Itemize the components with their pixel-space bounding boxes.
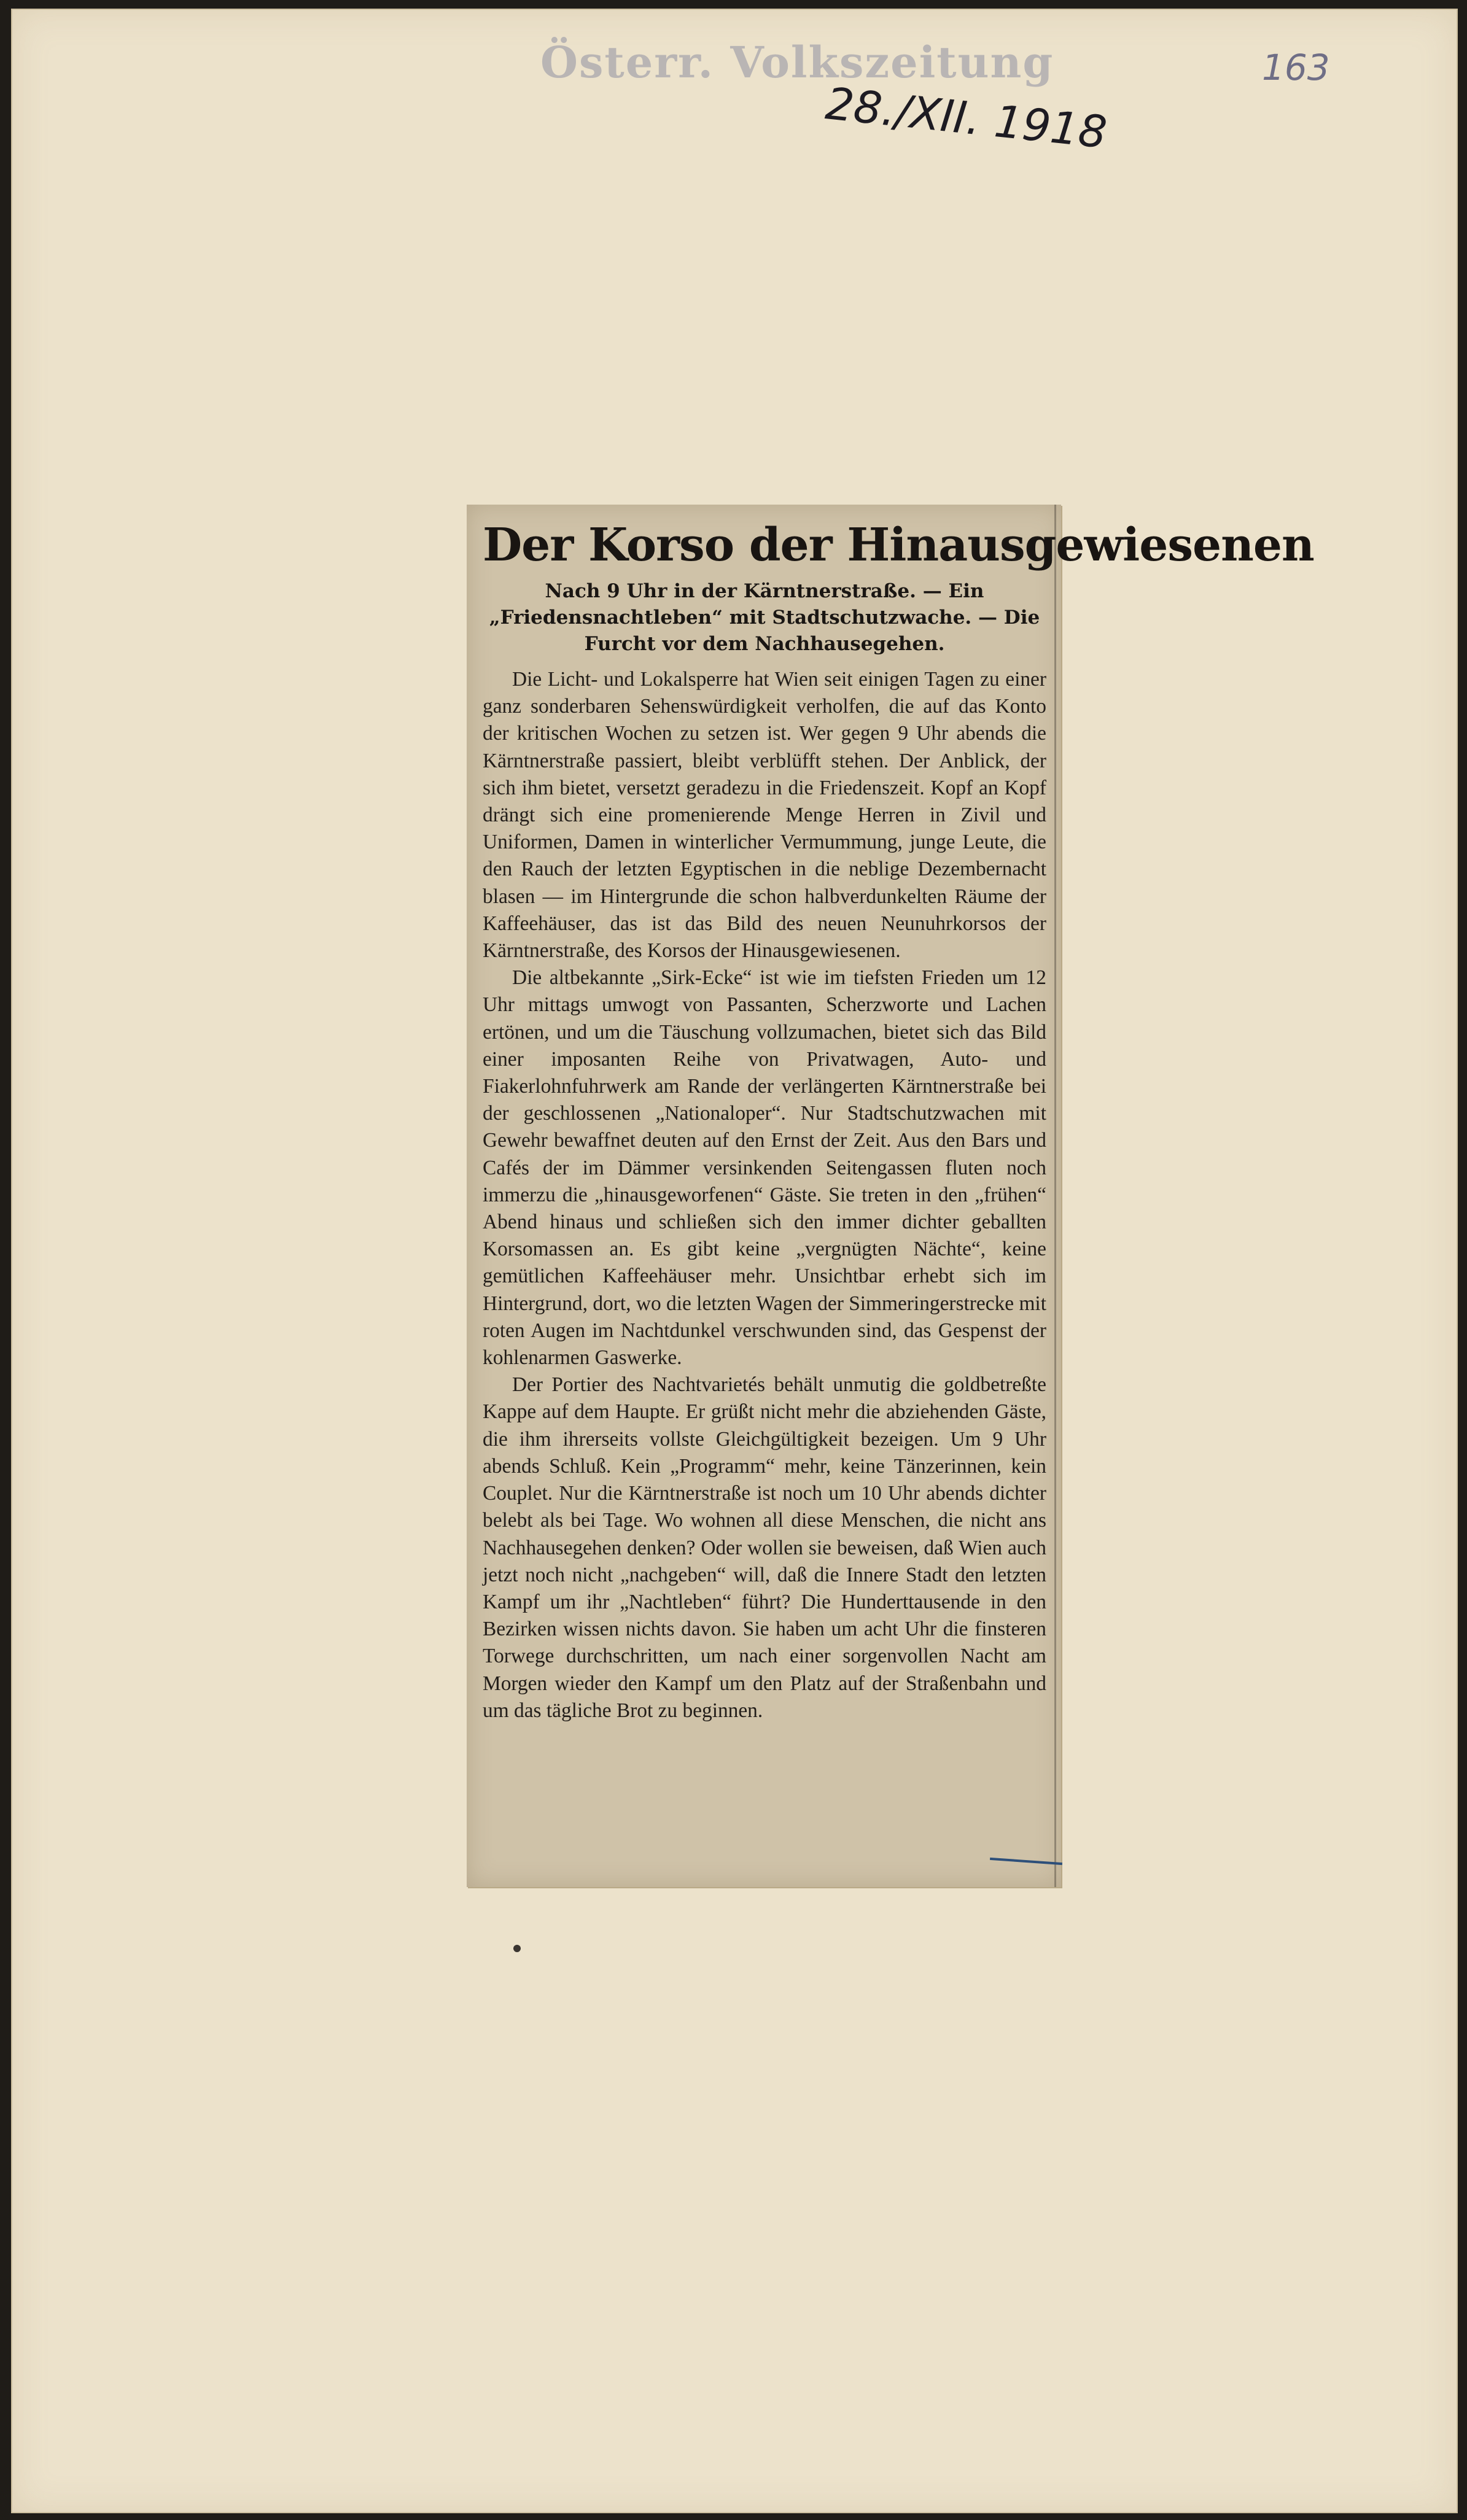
folio-number: 163: [1262, 47, 1330, 88]
article-headline: Der Korso der Hinausgewiesenen: [483, 519, 1314, 572]
newspaper-name-stamp: Österr. Volkszeitung: [540, 37, 1054, 88]
article-body: [483, 666, 1046, 1724]
article-paragraph: Der Portier des Nachtvarietés behält unmutig die goldbetreßte Kappe auf dem Haupte. Er grüßt nicht mehr die abziehenden Gäste, die ihm ihrerseits vollste Gleichgültigkeit bezeigen. Um 9 Uhr abends Schluß. Kein „Programm“ mehr, keine Tänzerinnen, kein Couplet. Nur die Kärntnerstraße ist noch um 10 Uhr abends dichter belebt als bei Tage. Wo wohnen all diese Menschen, die nicht ans Nachhausegehen denken? Oder wollen sie beweisen, daß Wien auch jetzt noch nicht „nachgeben“ will, daß die Innere Stadt den letzten Kampf um ihr „Nachtleben“ führt? Die Hunderttausende in den Bezirken wissen nichts davon. Sie haben um acht Uhr die finsteren Torwege durchschritten, um nach einer sorgenvollen Nacht am Morgen wieder den Kampf um den Platz auf der Straßenbahn und um das tägliche Brot zu beginnen.: [483, 1373, 1046, 1722]
article-paragraph: Die altbekannte „Sirk-Ecke“ ist wie im tiefsten Frieden um 12 Uhr mittags umwogt von Passanten, Scherzworte und Lachen ertönen, und um die Täuschung vollzumachen, bietet sich das Bild einer imposanten Reihe von Privatwagen, Auto- und Fiakerlohnfuhrwerk am Rande der verlängerten Kärntnerstraße bei der geschlossenen „Nationaloper“. Nur Stadtschutzwachen mit Gewehr bewaffnet deuten auf den Ernst der Zeit. Aus den Bars und Cafés der im Dämmer versinkenden Seitengassen fluten noch immerzu die „hinausgeworfenen“ Gäste. Sie treten in den „frühen“ Abend hinaus und schließen sich den immer dichter geballten Korsomassen an. Es gibt keine „vergnügten Nächte“, keine gemütlichen Kaffeehäuser mehr. Unsichtbar erhebt sich im Hintergrund, dort, wo die letzten Wagen der Simmeringerstrecke mit roten Augen im Nachtdunkel verschwunden sind, das Gespenst der kohlenarmen Gaswerke.: [483, 966, 1046, 1370]
column-rule: [1054, 505, 1056, 1887]
handwritten-date: 28./XII. 1918: [823, 77, 1110, 158]
newspaper-clipping: [467, 505, 1314, 1887]
article-paragraph: Die Licht- und Lokalsperre hat Wien seit einigen Tagen zu einer ganz sonderbaren Sehenswürdigkeit verholfen, die auf das Konto der kritischen Wochen zu setzen ist. Wer gegen 9 Uhr abends die Kärntnerstraße passiert, bleibt verblüfft stehen. Der Anblick, der sich ihm bietet, versetzt geradezu in die Friedenszeit. Kopf an Kopf drängt sich eine promenierende Menge Herren in Zivil und Uniformen, Damen in winterlicher Vermummung, junge Leute, die den Rauch der letzten Egyptischen in die neblige Dezembernacht blasen — im Hintergrunde die schon halbverdunkelten Räume der Kaffeehäuser, das ist das Bild des neuen Neunuhrkorsos der Kärntnerstraße, des Korsos der Hinausgewiesenen.: [483, 668, 1046, 963]
paper-speck: [513, 1945, 521, 1952]
article-subhead: Nach 9 Uhr in der Kärntnerstraße. — Ein „Friedensnachtleben“ mit Stadtschutzwache. — Die Furcht vor dem Nachhausegehen.: [489, 580, 1040, 655]
